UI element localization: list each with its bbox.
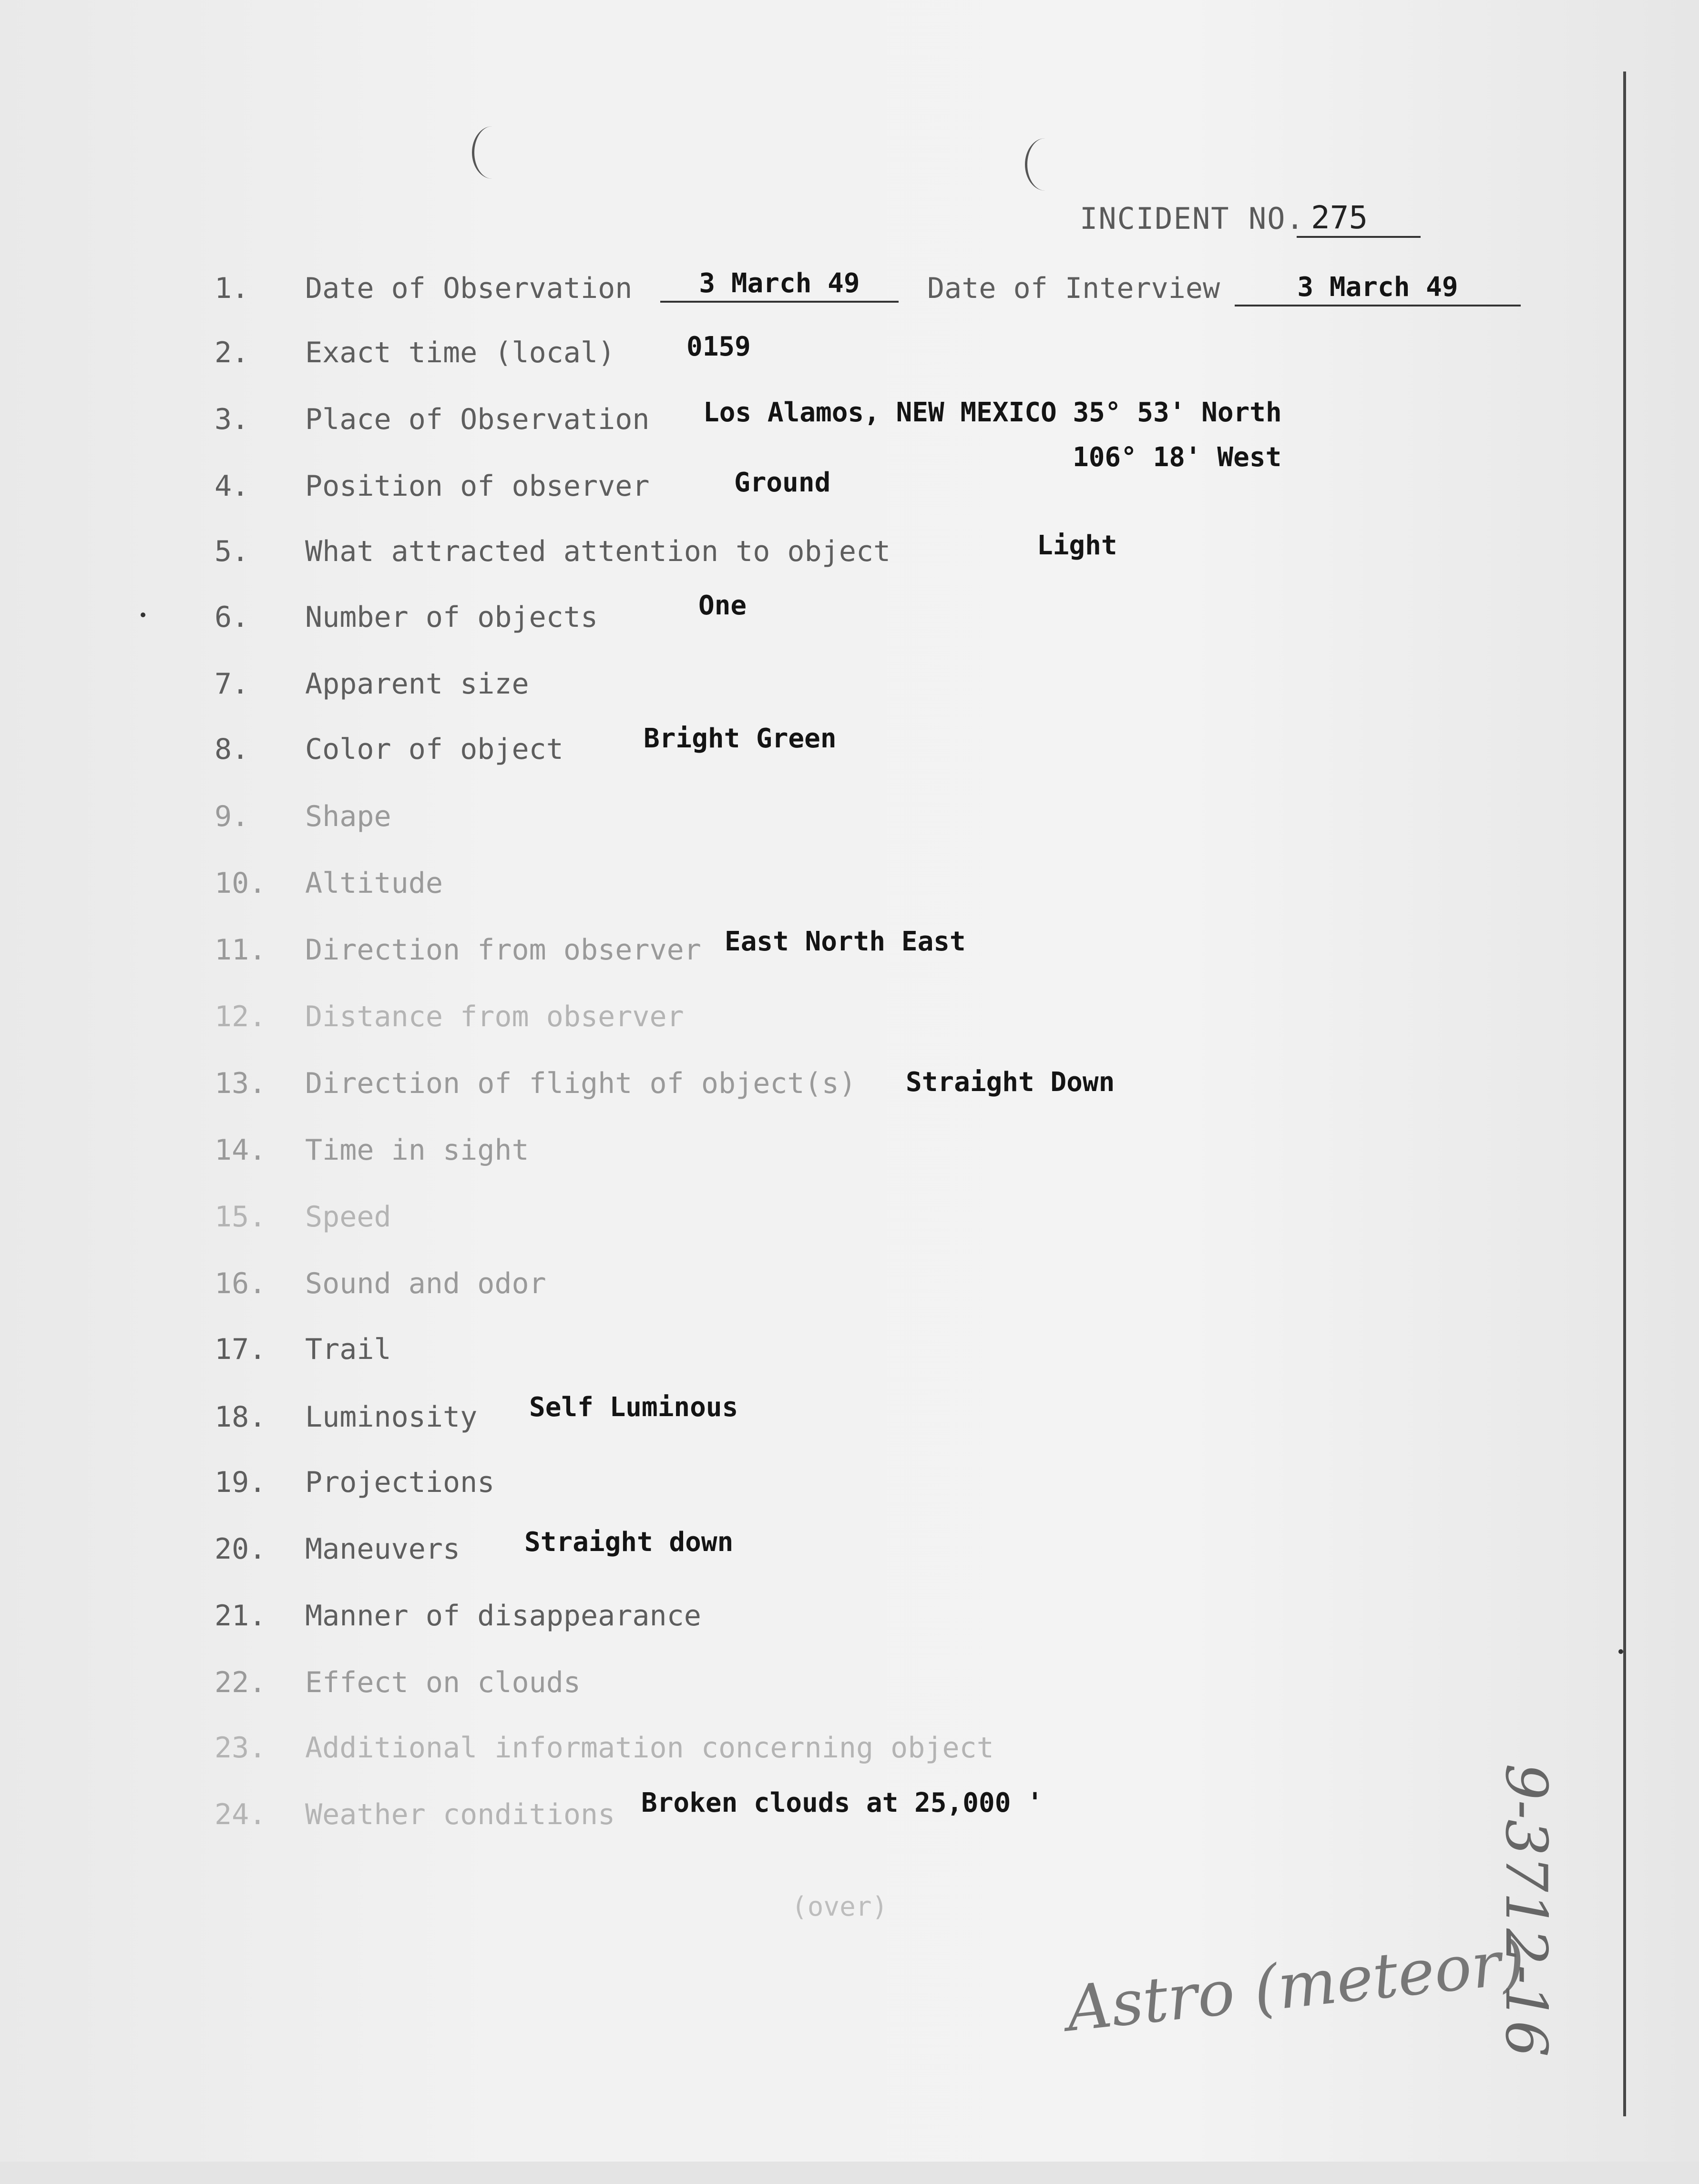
- item-number: 5.: [215, 535, 249, 568]
- item-label: Trail: [305, 1333, 391, 1366]
- item-label: Maneuvers: [305, 1532, 461, 1566]
- form-row: [0, 800, 1573, 843]
- item-number: 9.: [215, 800, 249, 833]
- scan-border: [0, 2162, 1699, 2184]
- item-label: Manner of disappearance: [305, 1599, 701, 1633]
- item-label: Additional information concerning object: [305, 1731, 994, 1765]
- item-number: 11.: [215, 933, 266, 967]
- form-row: [0, 1666, 1573, 1709]
- item-number: 23.: [215, 1731, 266, 1765]
- place-of-observation-value-line2: 106° 18' West: [1073, 442, 1282, 473]
- luminosity-value: Self Luminous: [529, 1392, 738, 1423]
- scan-speck: [1618, 1649, 1623, 1654]
- item-number: 12.: [215, 1000, 266, 1033]
- over-note: (over): [791, 1891, 888, 1922]
- item-number: 3.: [215, 403, 249, 436]
- item-number: 10.: [215, 867, 266, 900]
- direction-of-flight-value: Straight Down: [906, 1067, 1115, 1098]
- incident-number-value: 275: [1297, 199, 1421, 238]
- item-number: 19.: [215, 1466, 266, 1499]
- form-row: [0, 1392, 1573, 1443]
- item-number: 7.: [215, 667, 249, 701]
- item-number: 17.: [215, 1333, 266, 1366]
- form-row: [0, 926, 1573, 976]
- form-row: [0, 723, 1573, 776]
- item-number: 14.: [215, 1133, 266, 1167]
- attracted-attention-value: Light: [1037, 530, 1117, 561]
- item-label: Color of object: [305, 733, 563, 766]
- item-number: 4.: [215, 469, 249, 503]
- item-number: 15.: [215, 1200, 266, 1234]
- item-label: Projections: [305, 1466, 495, 1499]
- date-of-interview-value: 3 March 49: [1235, 272, 1521, 306]
- form-row: [0, 469, 1573, 512]
- color-of-object-value: Bright Green: [644, 723, 837, 754]
- item-label: Speed: [305, 1200, 391, 1234]
- form-row: [0, 530, 1573, 578]
- item-number: 18.: [215, 1400, 266, 1434]
- item-label: Direction of flight of object(s): [305, 1067, 856, 1100]
- item-label: Luminosity: [305, 1400, 478, 1434]
- exact-time-value: 0159: [686, 331, 751, 362]
- item-label: Date of Observation: [305, 272, 633, 305]
- item-number: 21.: [215, 1599, 266, 1633]
- item-label: Position of observer: [305, 469, 650, 503]
- item-label: Effect on clouds: [305, 1666, 581, 1699]
- handwritten-classification: Astro (meteor): [1063, 1925, 1529, 2046]
- incident-number-label: INCIDENT NO.: [1080, 201, 1305, 236]
- direction-from-observer-value: East North East: [725, 926, 966, 957]
- form-row: [0, 331, 1573, 379]
- form-row: [0, 667, 1573, 710]
- item-label: Distance from observer: [305, 1000, 684, 1033]
- item-number: 8.: [215, 733, 249, 766]
- form-row: [0, 590, 1573, 643]
- item-label: What attracted attention to object: [305, 535, 891, 568]
- item-label-secondary: Date of Interview: [927, 272, 1220, 305]
- form-row: [0, 1787, 1573, 1841]
- date-of-observation-value: 3 March 49: [660, 268, 899, 303]
- form-row: [0, 1067, 1573, 1110]
- number-of-objects-value: One: [698, 590, 747, 621]
- weather-conditions-value: Broken clouds at 25,000 ': [641, 1787, 1043, 1818]
- binder-hole-mark: [1025, 138, 1065, 191]
- item-label: Time in sight: [305, 1133, 529, 1167]
- form-row: [0, 1527, 1573, 1575]
- item-label: Exact time (local): [305, 336, 615, 369]
- item-number: 22.: [215, 1666, 266, 1699]
- item-number: 16.: [215, 1267, 266, 1300]
- item-label: Sound and odor: [305, 1267, 546, 1300]
- item-label: Apparent size: [305, 667, 529, 701]
- position-of-observer-value: Ground: [734, 467, 831, 498]
- item-label: Place of Observation: [305, 403, 650, 436]
- handwritten-side-code: 9-3712-16: [1493, 1764, 1559, 2057]
- form-row: [0, 1466, 1573, 1509]
- form-row: [0, 1731, 1573, 1774]
- item-number: 20.: [215, 1532, 266, 1566]
- form-row: [0, 1333, 1573, 1376]
- item-label: Direction from observer: [305, 933, 701, 967]
- page-edge: [1623, 71, 1626, 2116]
- item-number: 24.: [215, 1798, 266, 1831]
- form-row: [0, 1133, 1573, 1176]
- item-label: Altitude: [305, 867, 443, 900]
- form-row: [0, 397, 1573, 473]
- item-number: 13.: [215, 1067, 266, 1100]
- item-label: Weather conditions: [305, 1798, 615, 1831]
- item-label: Number of objects: [305, 601, 598, 634]
- form-row: [0, 1599, 1573, 1642]
- item-label: Shape: [305, 800, 391, 833]
- form-row: [0, 1000, 1573, 1043]
- form-row: [0, 1200, 1573, 1243]
- maneuvers-value: Straight down: [524, 1527, 734, 1558]
- item-number: 2.: [215, 336, 249, 369]
- form-row: [0, 867, 1573, 909]
- place-of-observation-value: Los Alamos, NEW MEXICO 35° 53' North: [703, 397, 1282, 428]
- binder-hole-mark: [472, 126, 512, 179]
- item-number: 1.: [215, 272, 249, 305]
- form-row: [0, 268, 1573, 315]
- item-number: 6.: [215, 601, 249, 634]
- form-row: [0, 1267, 1573, 1310]
